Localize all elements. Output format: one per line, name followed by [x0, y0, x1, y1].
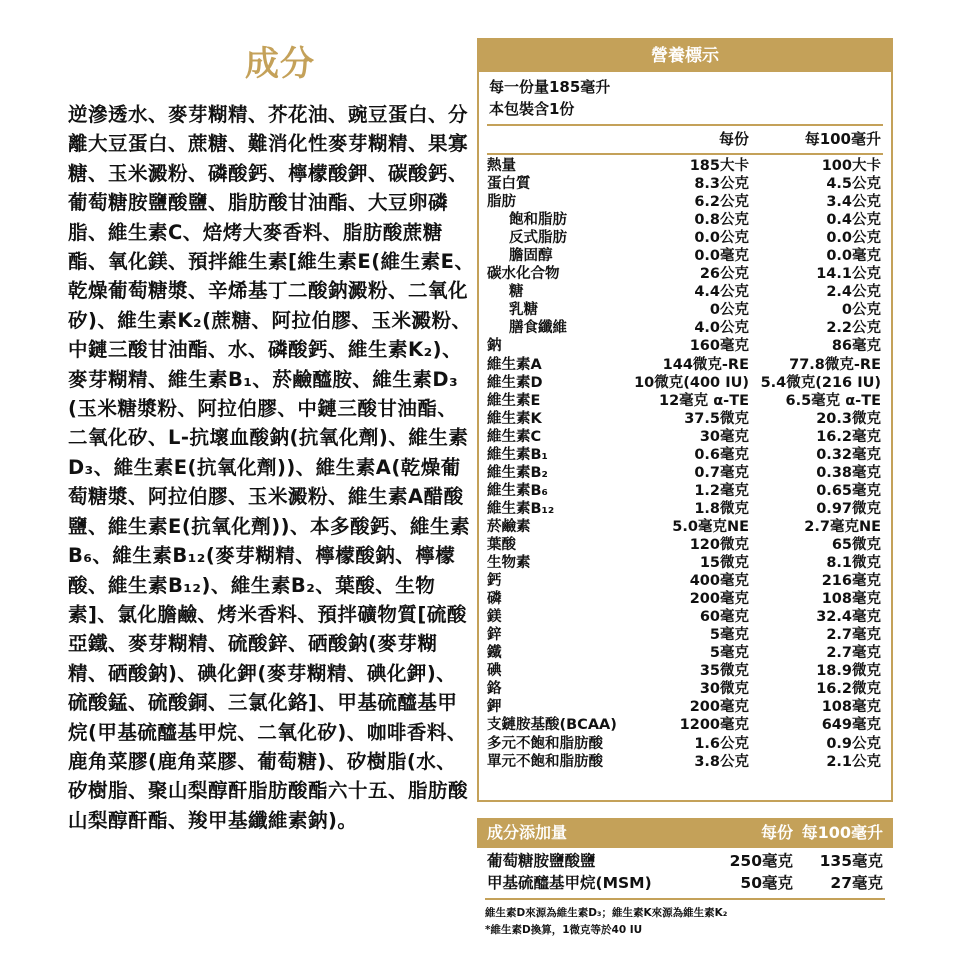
- nutrient-per-serving: 37.5微克: [684, 410, 749, 427]
- nutrient-per-serving: 0.0公克: [694, 230, 749, 247]
- nutrient-per-serving: 26公克: [699, 266, 749, 283]
- nutrition-row: [479, 680, 891, 698]
- nutrient-per-serving: 4.0公克: [694, 320, 749, 337]
- nutrient-per-serving: 30毫克: [699, 428, 749, 445]
- nutrient-per-serving: 0.6毫克: [694, 446, 749, 463]
- nutrient-label: 磷: [487, 591, 502, 608]
- nutrition-row: [479, 482, 891, 500]
- nutrition-row: [479, 698, 891, 716]
- nutrient-per-100ml: 3.4公克: [826, 194, 881, 211]
- nutrition-row: [479, 410, 891, 428]
- nutrient-label: 維生素B₁₂: [487, 500, 555, 517]
- nutrient-per-100ml: 216毫克: [821, 573, 881, 590]
- nutrition-header: 營養標示: [479, 40, 891, 72]
- nutrition-row: [479, 157, 891, 175]
- nutrition-row: [479, 301, 891, 319]
- nutrition-row: [479, 175, 891, 193]
- nutrient-per-100ml: 108毫克: [821, 591, 881, 608]
- nutrition-facts-panel: [477, 38, 893, 802]
- nutrition-row: [479, 193, 891, 211]
- nutrient-per-serving: 5毫克: [709, 627, 749, 644]
- nutrient-label: 維生素D: [487, 374, 543, 391]
- nutrient-label: 維生素B₁: [487, 446, 548, 463]
- additives-col-per-serving: 每份: [760, 823, 793, 842]
- nutrient-label: 鉀: [487, 699, 502, 716]
- nutrient-per-100ml: 65微克: [831, 536, 881, 553]
- additive-label: 葡萄糖胺鹽酸鹽: [487, 852, 596, 870]
- nutrition-row: [479, 590, 891, 608]
- nutrient-per-serving: 1.2毫克: [694, 482, 749, 499]
- nutrient-per-100ml: 0.0公克: [826, 230, 881, 247]
- nutrient-label: 維生素E: [487, 392, 541, 409]
- nutrient-per-100ml: 8.1微克: [826, 555, 881, 572]
- nutrient-per-serving: 0.7毫克: [694, 464, 749, 481]
- nutrient-per-100ml: 0.97微克: [816, 500, 881, 517]
- nutrient-per-100ml: 2.7毫克: [826, 627, 881, 644]
- nutrient-label: 維生素K: [487, 410, 542, 427]
- nutrition-row: [479, 337, 891, 355]
- nutrient-label: 鐵: [487, 645, 502, 662]
- nutrient-per-100ml: 77.8微克-RE: [789, 356, 881, 373]
- nutrient-per-100ml: 0.4公克: [826, 212, 881, 229]
- nutrient-per-100ml: 2.1公克: [826, 753, 881, 770]
- nutrition-row: [479, 735, 891, 753]
- nutrient-per-100ml: 0.0毫克: [826, 248, 881, 265]
- nutrient-per-100ml: 100大卡: [821, 158, 881, 174]
- nutrient-label: 脂肪: [487, 194, 516, 211]
- nutrition-row: [479, 319, 891, 337]
- nutrient-label: 膽固醇: [509, 248, 553, 265]
- nutrient-per-100ml: 6.5毫克 α-TE: [785, 392, 881, 409]
- divider: [487, 124, 883, 126]
- nutrient-label: 乳糖: [509, 302, 538, 319]
- nutrient-label: 碳水化合物: [487, 266, 560, 283]
- ingredients-title: 成分: [245, 44, 315, 84]
- nutrient-label: 菸鹼素: [487, 518, 531, 535]
- nutrient-per-serving: 4.4公克: [694, 284, 749, 301]
- nutrient-per-100ml: 2.4公克: [826, 284, 881, 301]
- nutrient-per-serving: 200毫克: [689, 699, 749, 716]
- nutrient-per-100ml: 5.4微克(216 IU): [760, 374, 881, 391]
- nutrient-per-serving: 120微克: [689, 536, 749, 553]
- nutrition-row: [479, 283, 891, 301]
- nutrient-per-100ml: 0公克: [841, 302, 881, 319]
- additive-per-serving: 250毫克: [729, 852, 793, 870]
- nutrient-per-serving: 160毫克: [689, 338, 749, 355]
- nutrient-per-serving: 30微克: [699, 681, 749, 698]
- nutrient-per-serving: 3.8公克: [694, 753, 749, 770]
- additive-label: 甲基硫醯基甲烷(MSM): [487, 874, 652, 892]
- nutrient-per-100ml: 14.1公克: [816, 266, 881, 283]
- nutrition-row: [479, 265, 891, 283]
- nutrient-label: 維生素B₂: [487, 464, 548, 481]
- nutrient-per-100ml: 2.2公克: [826, 320, 881, 337]
- col-per-100ml: 每100毫升: [804, 130, 881, 148]
- nutrition-row: [479, 608, 891, 626]
- nutrient-per-serving: 0公克: [709, 302, 749, 319]
- nutrition-row: [479, 644, 891, 662]
- divider: [487, 153, 883, 155]
- nutrient-per-serving: 5毫克: [709, 645, 749, 662]
- footnote-vitamin-d-conversion: *維生素D換算，1微克等於40 IU: [485, 924, 643, 936]
- additive-per-100ml: 27毫克: [830, 874, 883, 892]
- additive-row: [477, 850, 893, 872]
- nutrition-row: [479, 518, 891, 536]
- nutrient-per-100ml: 108毫克: [821, 699, 881, 716]
- nutrient-per-serving: 12毫克 α-TE: [658, 392, 749, 409]
- nutrient-per-serving: 15微克: [699, 555, 749, 572]
- nutrient-per-serving: 10微克(400 IU): [634, 374, 749, 391]
- nutrient-per-100ml: 16.2微克: [816, 681, 881, 698]
- nutrition-row: [479, 572, 891, 590]
- nutrient-label: 葉酸: [487, 536, 516, 553]
- nutrition-row: [479, 428, 891, 446]
- nutrient-label: 碘: [487, 663, 502, 680]
- nutrient-per-serving: 5.0毫克NE: [672, 518, 749, 535]
- nutrient-per-100ml: 86毫克: [831, 338, 881, 355]
- nutrition-row: [479, 356, 891, 374]
- nutrient-per-100ml: 4.5公克: [826, 176, 881, 193]
- nutrient-per-serving: 8.3公克: [694, 176, 749, 193]
- nutrient-per-serving: 35微克: [699, 663, 749, 680]
- nutrition-row: [479, 716, 891, 734]
- nutrient-per-serving: 200毫克: [689, 591, 749, 608]
- nutrient-per-serving: 185大卡: [689, 158, 749, 174]
- nutrient-label: 多元不飽和脂肪酸: [487, 735, 603, 752]
- nutrition-row: [479, 626, 891, 644]
- nutrient-per-100ml: 32.4毫克: [816, 609, 881, 626]
- servings-per-pack: 本包裝含1份: [489, 100, 575, 118]
- additive-per-100ml: 135毫克: [819, 852, 883, 870]
- additive-per-serving: 50毫克: [740, 874, 793, 892]
- nutrient-label: 飽和脂肪: [509, 212, 567, 229]
- nutrient-per-100ml: 20.3微克: [816, 410, 881, 427]
- nutrient-label: 鉻: [487, 681, 502, 698]
- nutrient-label: 維生素C: [487, 428, 542, 445]
- nutrient-label: 熱量: [487, 158, 516, 174]
- nutrient-label: 支鏈胺基酸(BCAA): [487, 717, 617, 734]
- nutrient-per-serving: 0.0毫克: [694, 248, 749, 265]
- nutrition-row: [479, 554, 891, 572]
- nutrient-per-100ml: 0.32毫克: [816, 446, 881, 463]
- nutrient-per-serving: 1.8微克: [694, 500, 749, 517]
- divider: [485, 898, 885, 900]
- ingredients-text: 逆滲透水、麥芽糊精、芥花油、豌豆蛋白、分離大豆蛋白、蔗糖、難消化性麥芽糊精、果寡糖、玉米澱粉、磷酸鈣、檸檬酸鉀、碳酸鈣、葡萄糖胺鹽酸鹽、脂肪酸甘油酯、大豆卵磷脂、維生素C、焙烤大麥香料、脂肪酸蔗糖酯、氧化鎂、預拌維生素[維生素E(維生素E、乾燥葡萄糖漿、辛烯基丁二酸鈉澱粉、二氧化矽)、維生素K₂(蔗糖、阿拉伯膠、玉米澱粉、中鏈三酸甘油酯、水、磷酸鈣、維生素K₂)、麥芽糊精、維生素B₁、菸鹼醯胺、維生素D₃(玉米糖漿粉、阿拉伯膠、中鏈三酸甘油酯、二氧化矽、L-抗壞血酸鈉(抗氧化劑)、維生素D₃、維生素E(抗氧化劑))、維生素A(乾燥葡萄糖漿、阿拉伯膠、玉米澱粉、維生素A醋酸鹽、維生素E(抗氧化劑))、本多酸鈣、維生素B₆、維生素B₁₂(麥芽糊精、檸檬酸鈉、檸檬酸、維生素B₁₂)、維生素B₂、葉酸、生物素]、氯化膽鹼、烤米香料、預拌礦物質[硫酸亞鐵、麥芽糊精、硫酸鋅、硒酸鈉(麥芽糊精、硒酸鈉)、碘化鉀(麥芽糊精、碘化鉀)、硫酸錳、硫酸銅、三氯化鉻]、甲基硫醯基甲烷(甲基硫醯基甲烷、二氧化矽)、咖啡香料、鹿角菜膠(鹿角菜膠、葡萄糖)、矽樹脂(水、矽樹脂、聚山梨醇酐脂肪酸酯六十五、脂肪酸山梨醇酐酯、羧甲基纖維素鈉)。: [68, 103, 475, 832]
- nutrient-per-serving: 60毫克: [699, 609, 749, 626]
- nutrient-per-serving: 1.6公克: [694, 735, 749, 752]
- nutrient-per-serving: 0.8公克: [694, 212, 749, 229]
- footnote-vitamin-source: 維生素D來源為維生素D₃；維生素K來源為維生素K₂: [485, 907, 728, 919]
- nutrient-label: 反式脂肪: [509, 230, 567, 247]
- nutrient-per-100ml: 0.65毫克: [816, 482, 881, 499]
- nutrient-label: 鈉: [487, 338, 502, 355]
- additives-col-per-100ml: 每100毫升: [801, 823, 883, 842]
- nutrient-per-serving: 6.2公克: [694, 194, 749, 211]
- nutrient-label: 鈣: [487, 573, 502, 590]
- nutrition-rows: [479, 157, 891, 771]
- nutrient-per-100ml: 0.9公克: [826, 735, 881, 752]
- nutrient-label: 鋅: [487, 627, 502, 644]
- nutrient-per-100ml: 2.7毫克: [826, 645, 881, 662]
- nutrient-per-100ml: 0.38毫克: [816, 464, 881, 481]
- nutrient-per-serving: 400毫克: [689, 573, 749, 590]
- nutrient-per-100ml: 2.7毫克NE: [804, 518, 881, 535]
- nutrient-label: 糖: [509, 284, 524, 301]
- nutrient-label: 單元不飽和脂肪酸: [487, 753, 603, 770]
- nutrient-label: 維生素B₆: [487, 482, 548, 499]
- nutrient-label: 蛋白質: [487, 176, 531, 193]
- nutrient-label: 膳食纖維: [509, 320, 567, 337]
- nutrition-row: [479, 247, 891, 265]
- additives-header: [477, 818, 893, 848]
- nutrition-row: [479, 464, 891, 482]
- nutrition-row: [479, 753, 891, 771]
- additive-row: [477, 872, 893, 894]
- nutrition-row: [479, 374, 891, 392]
- nutrition-row: [479, 536, 891, 554]
- nutrition-row: [479, 211, 891, 229]
- nutrition-row: [479, 446, 891, 464]
- nutrient-per-serving: 144微克-RE: [662, 356, 749, 373]
- nutrient-label: 維生素A: [487, 356, 542, 373]
- nutrition-row: [479, 500, 891, 518]
- nutrition-row: [479, 229, 891, 247]
- additives-header-label: 成分添加量: [487, 823, 568, 842]
- nutrient-label: 鎂: [487, 609, 502, 626]
- nutrient-per-100ml: 18.9微克: [816, 663, 881, 680]
- nutrition-row: [479, 392, 891, 410]
- col-per-serving: 每份: [718, 130, 749, 148]
- nutrient-label: 生物素: [487, 555, 531, 572]
- serving-size: 每一份量185毫升: [489, 78, 611, 96]
- nutrition-row: [479, 662, 891, 680]
- nutrient-per-serving: 1200毫克: [679, 717, 749, 734]
- nutrient-per-100ml: 649毫克: [821, 717, 881, 734]
- nutrient-per-100ml: 16.2毫克: [816, 428, 881, 445]
